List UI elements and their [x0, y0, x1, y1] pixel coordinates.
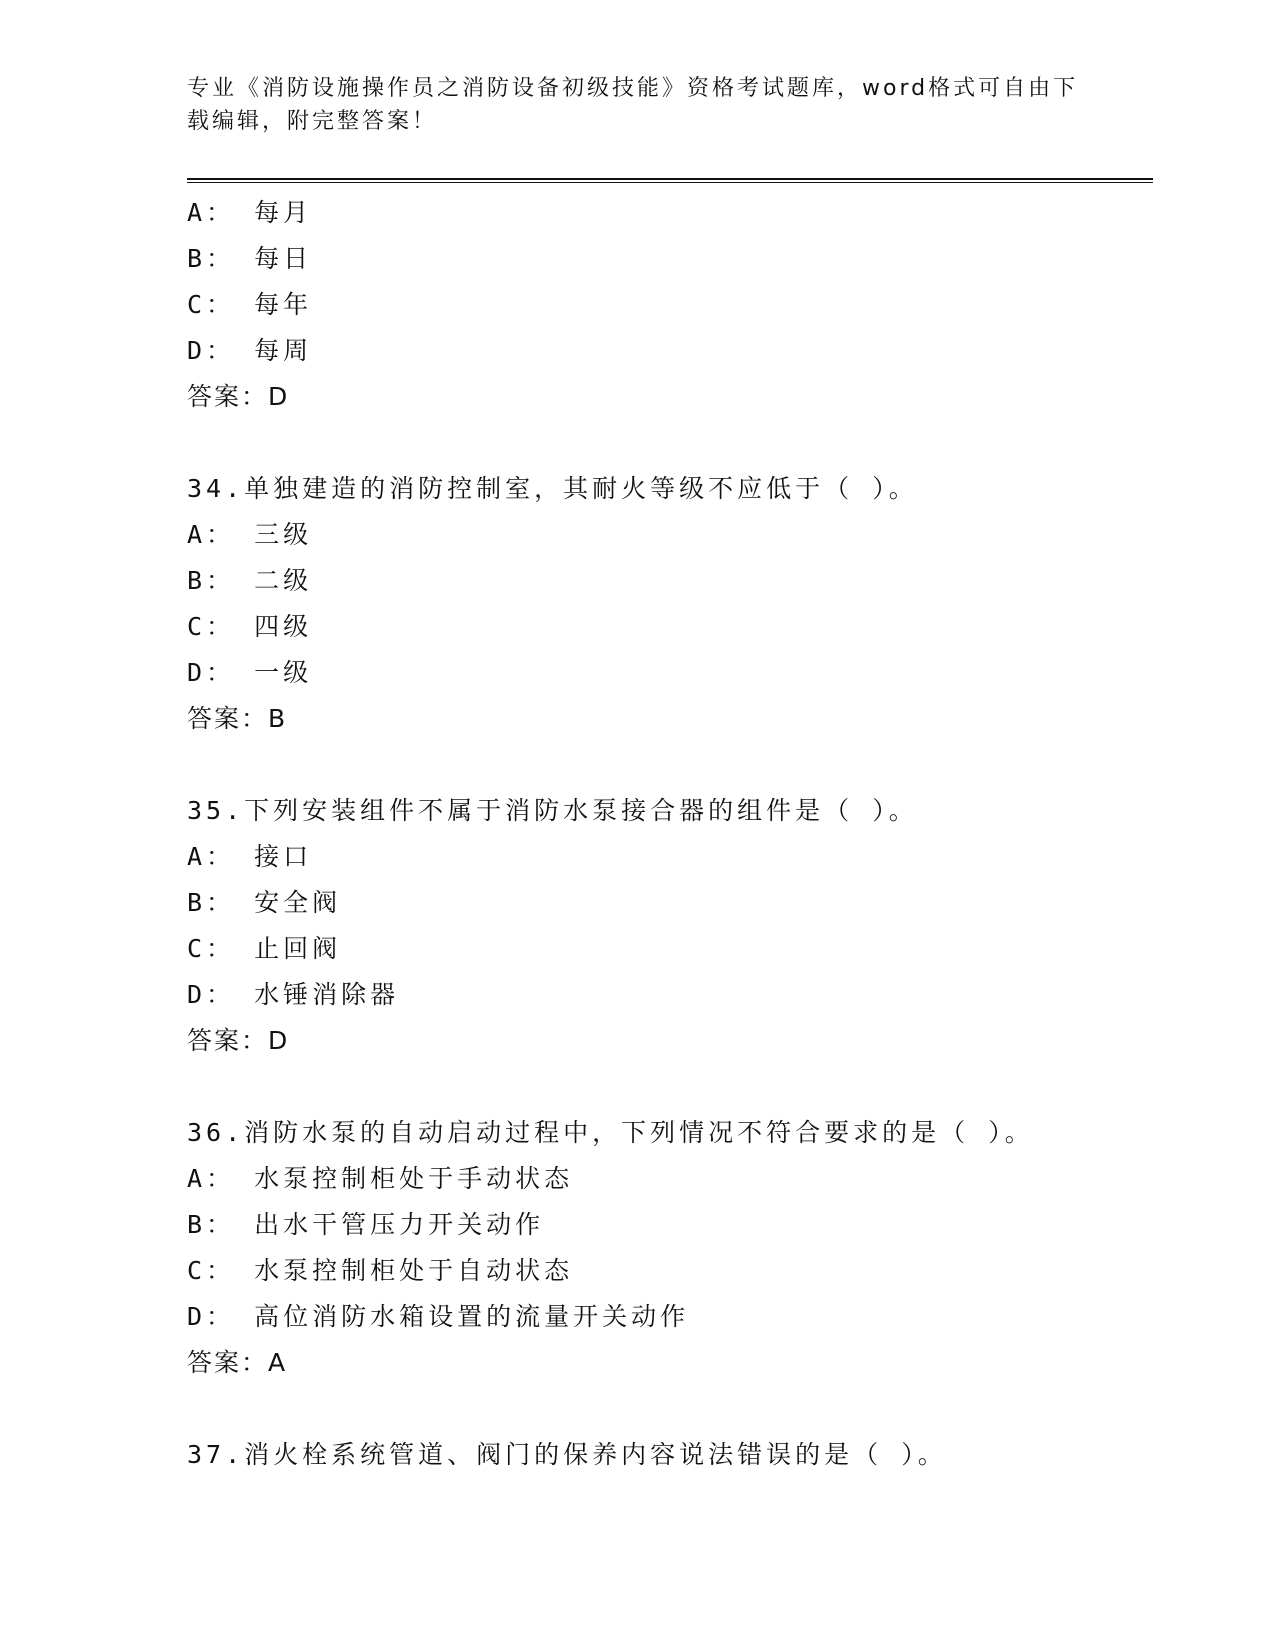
option-a: A： 三级: [187, 520, 313, 549]
header-line-1: 专业《消防设施操作员之消防设备初级技能》资格考试题库，word格式可自由下: [187, 76, 1079, 101]
option-c: C： 四级: [187, 612, 313, 641]
document-header: [187, 72, 1087, 138]
question-stem: 34.单独建造的消防控制室，其耐火等级不应低于（ ）。: [187, 474, 918, 503]
question-stem: 35.下列安装组件不属于消防水泵接合器的组件是（ ）。: [187, 796, 918, 825]
option-d: D： 一级: [187, 658, 313, 687]
option-b: B： 出水干管压力开关动作: [187, 1210, 545, 1239]
question-list: [187, 190, 1153, 1478]
answer: 答案：D: [187, 382, 290, 411]
question-stem: 37.消火栓系统管道、阀门的保养内容说法错误的是（ ）。: [187, 1440, 947, 1469]
spacer: [187, 742, 1153, 788]
spacer: [187, 420, 1153, 466]
spacer: [187, 1386, 1153, 1432]
option-c: C： 止回阀: [187, 934, 342, 963]
option-c: C： 每年: [187, 290, 313, 319]
option-d: D： 每周: [187, 336, 313, 365]
option-d: D： 水锤消除器: [187, 980, 400, 1009]
answer: 答案：A: [187, 1348, 288, 1377]
option-a: A： 每月: [187, 198, 313, 227]
option-c: C： 水泵控制柜处于自动状态: [187, 1256, 574, 1285]
option-b: B： 二级: [187, 566, 313, 595]
spacer: [187, 1064, 1153, 1110]
header-divider-bottom: [187, 182, 1153, 183]
question-block-34: [187, 466, 1153, 742]
question-stem: 36.消防水泵的自动启动过程中，下列情况不符合要求的是（ ）。: [187, 1118, 1034, 1147]
option-a: A： 水泵控制柜处于手动状态: [187, 1164, 574, 1193]
header-line-2: 载编辑，附完整答案！: [187, 109, 438, 134]
question-block-33: [187, 190, 1153, 420]
option-a: A： 接口: [187, 842, 313, 871]
option-b: B： 安全阀: [187, 888, 342, 917]
header-divider-top: [187, 178, 1153, 180]
answer: 答案：B: [187, 704, 288, 733]
question-block-37: [187, 1432, 1153, 1478]
option-b: B： 每日: [187, 244, 313, 273]
question-block-35: [187, 788, 1153, 1064]
question-block-36: [187, 1110, 1153, 1386]
option-d: D： 高位消防水箱设置的流量开关动作: [187, 1302, 690, 1331]
answer: 答案：D: [187, 1026, 290, 1055]
